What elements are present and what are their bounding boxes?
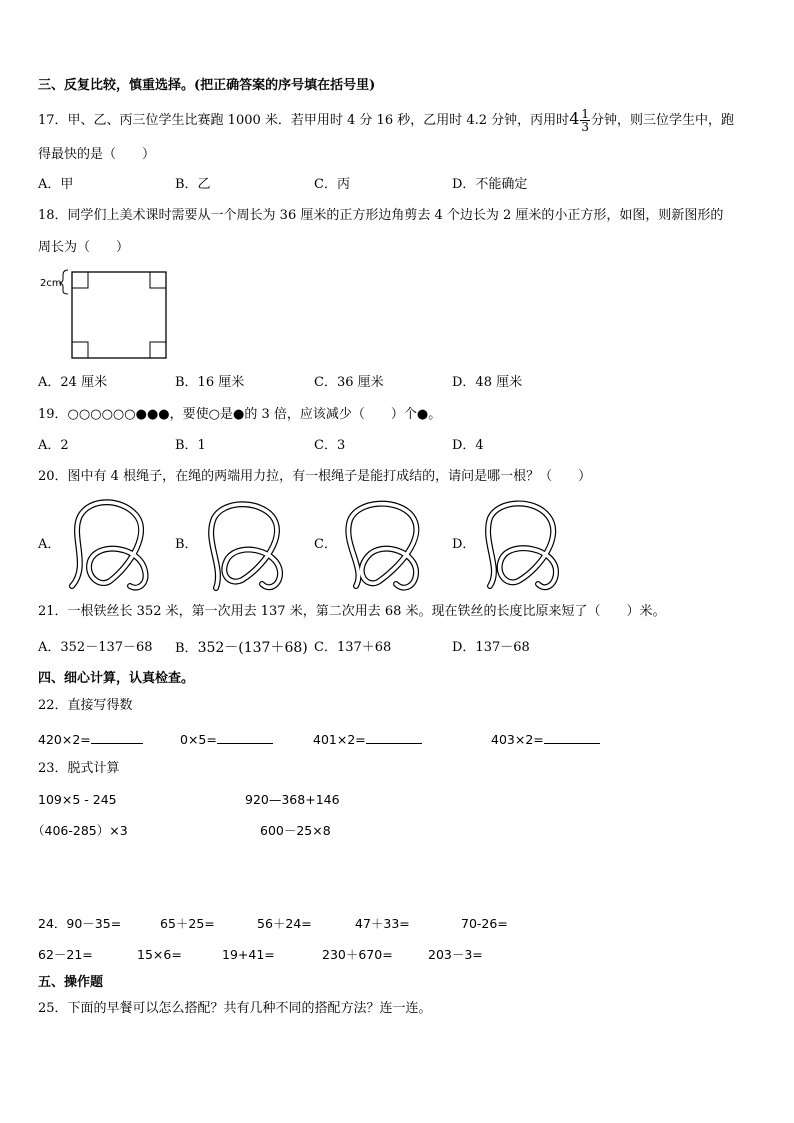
rope-knot-b-icon [196,496,291,594]
q23-title: 23．脱式计算 [38,761,120,776]
q17-option-b[interactable]: B．乙 [175,177,211,192]
q22-item-4-text: 403×2= [491,732,544,747]
rope-knot-d-icon [472,496,567,594]
q18-square-figure [58,266,170,362]
q21-option-d[interactable]: D．137－68 [452,640,530,655]
q21-option-a[interactable]: A．352－137－68 [38,640,153,655]
q19-line: 19．○○○○○○●●●，要使○是●的 3 倍，应该减少（ ）个●。 [38,407,442,422]
q23-item-4: 600－25×8 [260,823,331,838]
q18-corner-square-bl [72,342,88,358]
q24-item-4: 47＋33= [355,916,410,931]
q19-option-c[interactable]: C．3 [314,438,346,453]
q17-fraction-den: 3 [581,120,590,134]
q22-item-1 [38,730,143,748]
q24-item-6: 62－21= [38,947,93,962]
q17-option-c[interactable]: C．丙 [314,177,350,192]
q17-fraction [580,108,590,133]
q24-item-5: 70-26= [461,916,508,931]
q20-line: 20．图中有 4 根绳子，在绳的两端用力拉，有一根绳子是能打成结的，请问是哪一根？（ ） [38,469,592,484]
q18-option-c[interactable]: C．36 厘米 [314,375,384,390]
q22-answer-blank-1[interactable] [91,730,143,744]
q22-answer-blank-4[interactable] [544,730,600,744]
section4-heading: 四、细心计算，认真检查。 [38,671,195,686]
q24-item-7: 15×6= [137,947,182,962]
q21-option-b-formula: 352－(137＋68) [197,640,308,656]
q20-option-c[interactable]: C． [314,537,337,552]
q17-option-d[interactable]: D．不能确定 [452,177,528,192]
q23-item-3: （406-285）×3 [32,823,128,838]
q24-item-10: 203－3= [428,947,483,962]
q24-item-3: 56＋24= [257,916,312,931]
q17-option-a[interactable]: A．甲 [38,177,74,192]
q18-line1: 18．同学们上美术课时需要从一个周长为 36 厘米的正方形边角剪去 4 个边长为 2 厘米的小正方形，如图，则新图形的 [38,208,724,223]
rope-knot-a-icon [60,496,155,594]
q19-option-d[interactable]: D．4 [452,438,484,453]
q24-item-2: 65＋25= [160,916,215,931]
q17-text-a: 17．甲、乙、丙三位学生比赛跑 1000 米．若甲用时 4 分 16 秒，乙用时 4.2 分钟，丙用时 [38,113,570,128]
q18-brace-icon [60,270,68,294]
q23-item-2: 920—368+146 [245,792,340,807]
q24-item-1: 24．90－35= [38,916,122,931]
q22-answer-blank-2[interactable] [217,730,273,744]
q18-option-d[interactable]: D．48 厘米 [452,375,523,390]
q20-option-d[interactable]: D． [452,537,476,552]
q18-option-a[interactable]: A．24 厘米 [38,375,108,390]
q21-option-b[interactable] [175,640,308,657]
q18-corner-square-tl [72,272,88,288]
q22-item-4 [491,730,600,748]
q24-item-8: 19+41= [222,947,275,962]
q22-item-2 [180,730,273,748]
q21-line: 21．一根铁丝长 352 米，第一次用去 137 米，第二次用去 68 米。现在铁丝的长度比原来短了（ ）米。 [38,604,666,619]
q17-text-b: 分钟，则三位学生中，跑 [591,113,735,128]
q17-line2: 得最快的是（ ） [38,147,156,162]
q21-option-c[interactable]: C．137＋68 [314,640,392,655]
q21-option-b-label: B． [175,641,198,656]
q20-option-b[interactable]: B． [175,537,198,552]
q22-item-3-text: 401×2= [313,732,366,747]
q19-option-b[interactable]: B．1 [175,438,206,453]
q18-big-square [72,272,166,358]
q24-item-9: 230＋670= [322,947,393,962]
section5-heading: 五、操作题 [38,975,104,990]
q19-option-a[interactable]: A．2 [38,438,69,453]
q23-item-1: 109×5 - 245 [38,792,117,807]
q18-figure-label: 2cm [40,278,62,289]
q22-item-2-text: 0×5= [180,732,217,747]
q17-fraction-num: 1 [581,107,590,121]
q18-line2: 周长为（ ） [38,240,130,255]
q17-line1 [38,108,734,133]
q20-option-a[interactable]: A． [38,537,61,552]
q22-item-3 [313,730,422,748]
q18-corner-square-br [150,342,166,358]
q18-corner-square-tr [150,272,166,288]
q18-option-b[interactable]: B．16 厘米 [175,375,245,390]
q17-mixed-whole: 4 [569,109,580,128]
section3-heading: 三、反复比较，慎重选择。(把正确答案的序号填在括号里) [38,78,376,93]
rope-knot-c-icon [334,496,429,594]
q22-title: 22．直接写得数 [38,698,133,713]
q25-line: 25．下面的早餐可以怎么搭配？共有几种不同的搭配方法？连一连。 [38,1001,432,1016]
q22-answer-blank-3[interactable] [366,730,422,744]
q22-item-1-text: 420×2= [38,732,91,747]
